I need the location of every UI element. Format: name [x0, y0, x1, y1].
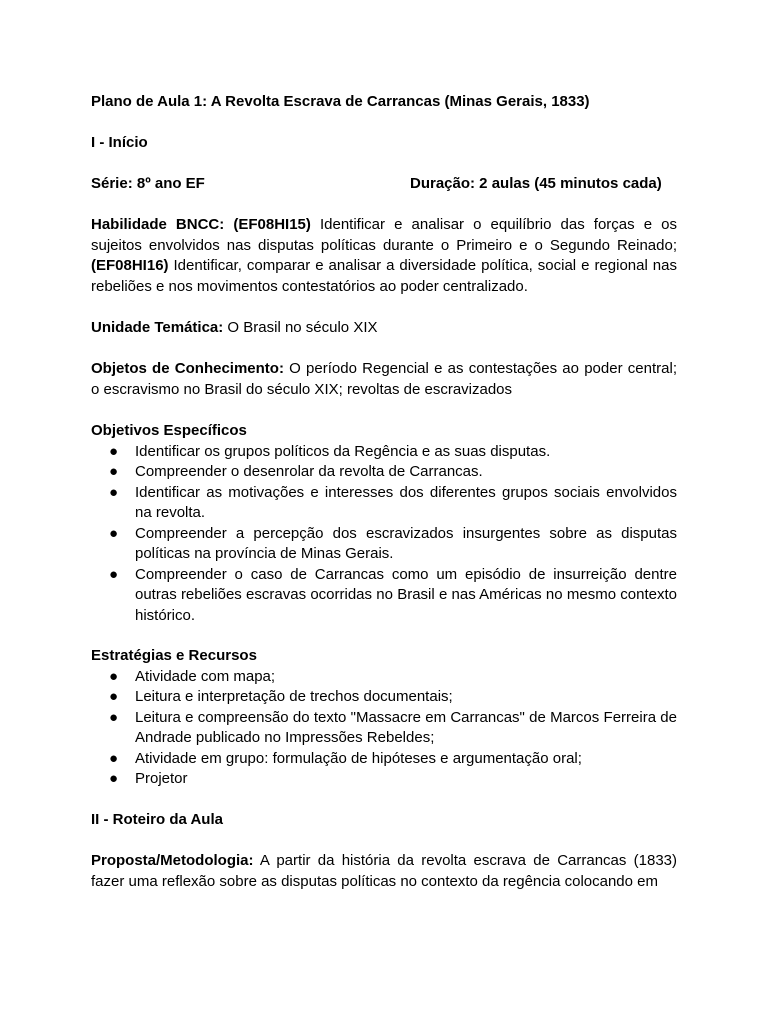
- objetos-paragraph: [91, 359, 677, 400]
- objetivos-list: [91, 442, 677, 627]
- bullet-icon: ●: [109, 770, 119, 787]
- serie-duracao-row: [91, 174, 677, 195]
- list-item: ● Identificar os grupos políticos da Regência e as suas disputas.: [91, 442, 677, 463]
- document-title: Plano de Aula 1: A Revolta Escrava de Carrancas (Minas Gerais, 1833): [91, 93, 590, 110]
- bullet-icon: ●: [109, 483, 119, 501]
- bullet-icon: ●: [109, 524, 119, 542]
- list-item: ● Leitura e interpretação de trechos documentais;: [91, 687, 677, 708]
- list-item: ● Atividade com mapa;: [91, 667, 677, 688]
- bullet-icon: ●: [109, 442, 119, 460]
- estrategias-heading: Estratégias e Recursos: [91, 647, 257, 664]
- objetos-label: Objetos de Conhecimento:: [91, 360, 284, 377]
- habilidade-text-1: Identificar e analisar o equilíbrio das forças e os sujeitos envolvidos nas disputas políticas durante o Primeiro e o Segundo Reinado;: [91, 216, 677, 254]
- objetos-text: O período Regencial e as contestações ao poder central; o escravismo no Brasil do século XIX; revoltas de escravizados: [91, 360, 677, 398]
- list-item: ● Atividade em grupo: formulação de hipóteses e argumentação oral;: [91, 749, 677, 770]
- bullet-icon: ●: [109, 749, 119, 767]
- bullet-icon: ●: [109, 708, 119, 726]
- duracao-label: Duração: 2 aulas (45 minutos cada): [410, 175, 662, 192]
- estrategias-list: [91, 667, 677, 790]
- habilidade-label: Habilidade BNCC: (EF08HI15): [91, 216, 311, 233]
- section-heading-roteiro: II - Roteiro da Aula: [91, 811, 223, 828]
- objetivos-heading: Objetivos Específicos: [91, 422, 247, 439]
- bullet-icon: ●: [109, 688, 119, 705]
- habilidade-text-2: Identificar, comparar e analisar a diversidade política, social e regional nas rebeliões e nos movimentos contestatórios ao poder centralizado.: [91, 257, 677, 295]
- objetivos-section: [91, 421, 677, 626]
- estrategias-section: [91, 646, 677, 790]
- habilidade-code-2: (EF08HI16): [91, 257, 169, 274]
- section-heading-inicio: I - Início: [91, 134, 148, 151]
- bullet-icon: ●: [109, 565, 119, 583]
- bullet-icon: ●: [109, 463, 119, 480]
- unidade-paragraph: [91, 318, 677, 339]
- unidade-text: O Brasil no século XIX: [223, 319, 378, 336]
- habilidade-paragraph: [91, 215, 677, 297]
- proposta-label: Proposta/Metodologia:: [91, 852, 254, 869]
- list-item: ● Compreender o desenrolar da revolta de Carrancas.: [91, 462, 677, 483]
- list-item: ● Compreender o caso de Carrancas como um episódio de insurreição dentre outras rebeliões escravas ocorridas no Brasil e nas Américas no mesmo contexto histórico.: [109, 565, 677, 624]
- list-item: ● Identificar as motivações e interesses dos diferentes grupos sociais envolvidos na revolta.: [109, 483, 677, 521]
- unidade-label: Unidade Temática:: [91, 319, 224, 336]
- serie-label: Série: 8º ano EF: [91, 175, 205, 192]
- proposta-paragraph: [91, 851, 677, 892]
- proposta-text: A partir da história da revolta escrava de Carrancas (1833) fazer uma reflexão sobre as disputas políticas no contexto da regência colocando em: [91, 852, 677, 890]
- bullet-icon: ●: [109, 667, 119, 685]
- list-item: ● Compreender a percepção dos escravizados insurgentes sobre as disputas políticas na província de Minas Gerais.: [109, 524, 677, 562]
- list-item: ● Projetor: [91, 769, 677, 790]
- list-item: ● Leitura e compreensão do texto "Massacre em Carrancas" de Marcos Ferreira de Andrade publicado no Impressões Rebeldes;: [109, 708, 677, 746]
